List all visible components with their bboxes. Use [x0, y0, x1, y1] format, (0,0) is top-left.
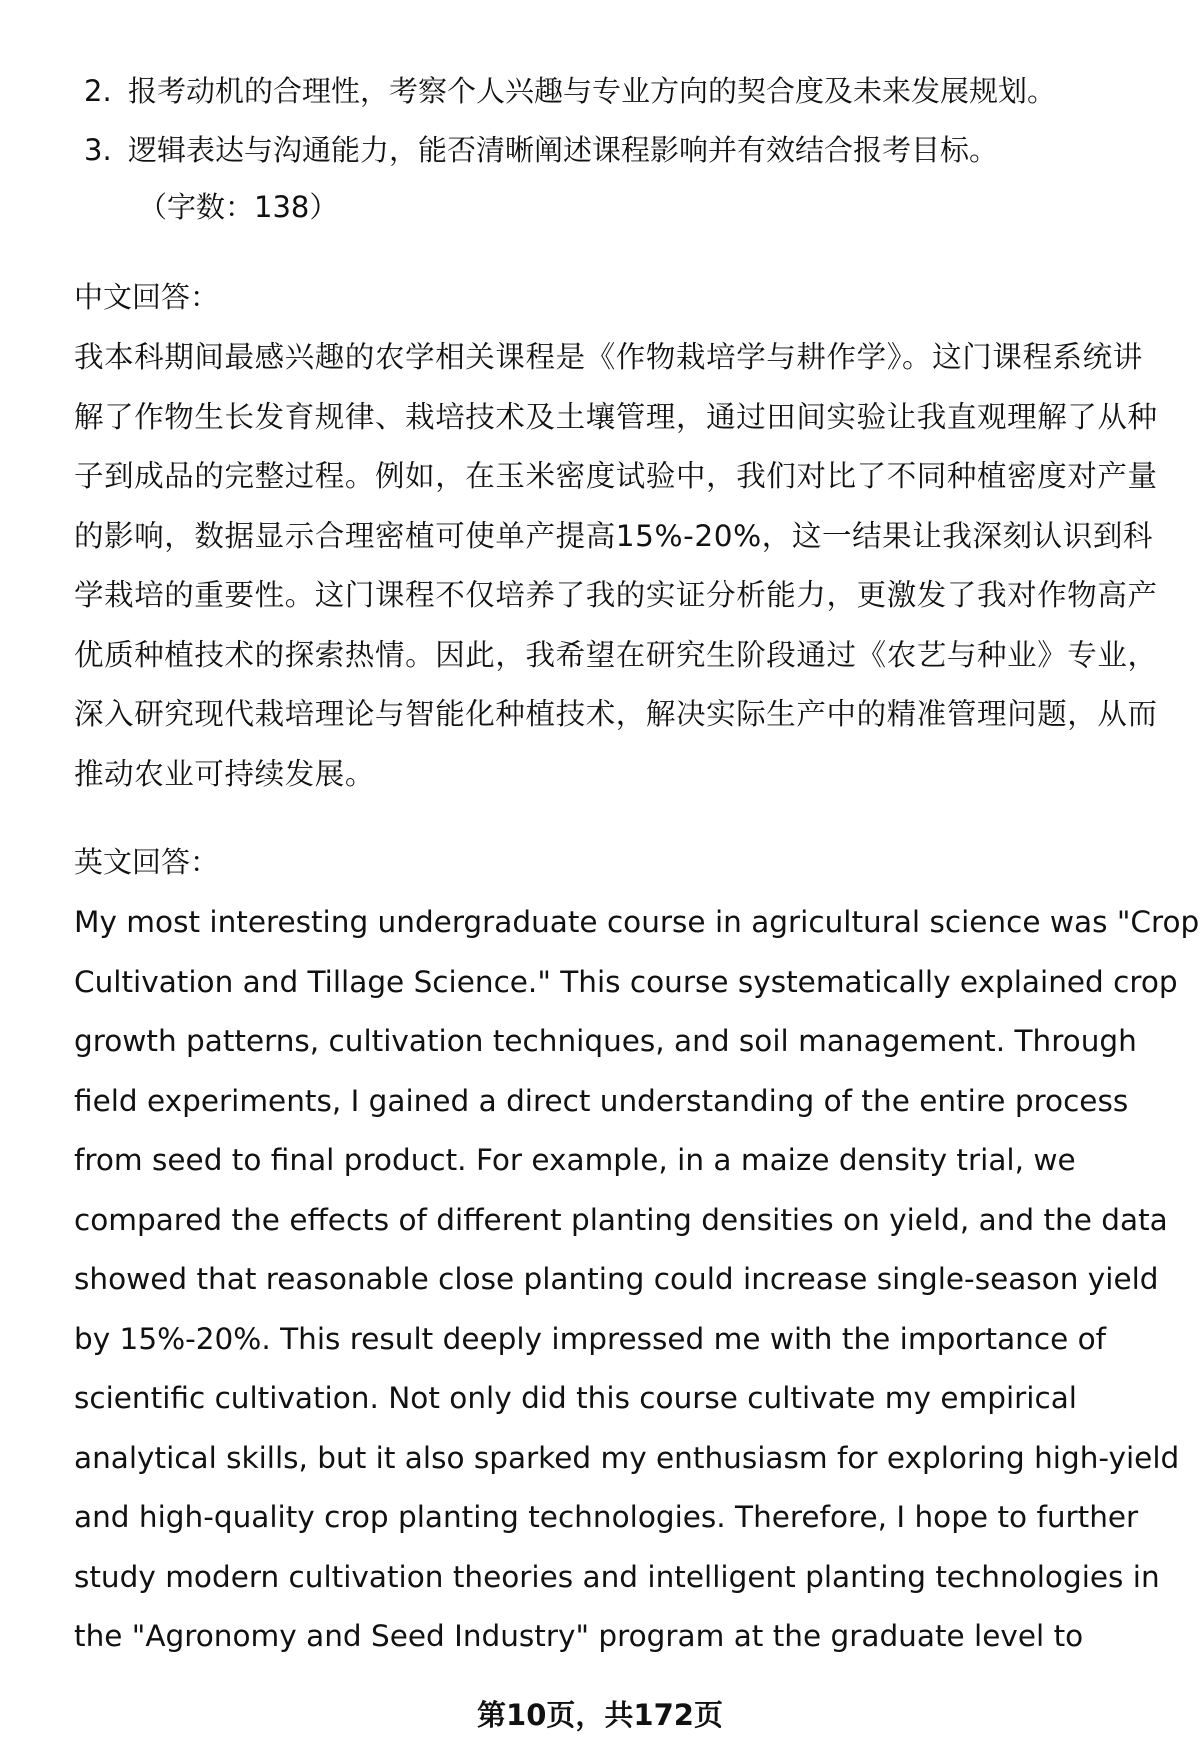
criteria-list: [84, 62, 1164, 180]
page-number-footer: 第10页，共172页: [477, 1698, 723, 1732]
paragraph-line: 我本科期间最感兴趣的农学相关课程是《作物栽培学与耕作学》。这门课程系统讲: [74, 340, 1143, 374]
paragraph-line: from seed to final product. For example, in a maize density trial, we: [74, 1143, 1076, 1177]
chinese-answer-heading: 中文回答：: [74, 280, 220, 314]
word-count: （字数：138）: [138, 190, 339, 224]
paragraph-line: My most interesting undergraduate course in agricultural science was "Crop: [74, 905, 1200, 939]
list-item-text: 报考动机的合理性，考察个人兴趣与专业方向的契合度及未来发展规划。: [128, 74, 1057, 108]
paragraph-line: 解了作物生长发育规律、栽培技术及土壤管理，通过田间实验让我直观理解了从种: [74, 399, 1158, 434]
list-item-text: 逻辑表达与沟通能力，能否清晰阐述课程影响并有效结合报考目标。: [128, 133, 999, 167]
paragraph-line: the "Agronomy and Seed Industry" program at the graduate level to: [74, 1619, 1084, 1653]
paragraph-line: study modern cultivation theories and intelligent planting technologies in: [74, 1559, 1160, 1594]
paragraph-line: compared the effects of different planting densities on yield, and the data: [74, 1202, 1168, 1237]
paragraph-line: analytical skills, but it also sparked my enthusiasm for exploring high-yield: [74, 1440, 1180, 1475]
paragraph-line: 优质种植技术的探索热情。因此，我希望在研究生阶段通过《农艺与种业》专业，: [74, 637, 1158, 672]
english-answer-body: [74, 893, 1200, 1667]
paragraph-line: 子到成品的完整过程。例如，在玉米密度试验中，我们对比了不同种植密度对产量: [74, 459, 1158, 493]
list-item: [84, 121, 1164, 180]
paragraph-line: scientific cultivation. Not only did this course cultivate my empirical: [74, 1381, 1077, 1415]
english-answer-heading: 英文回答：: [74, 845, 220, 879]
paragraph-line: 的影响，数据显示合理密植可使单产提高15%-20%，这一结果让我深刻认识到科: [74, 518, 1154, 553]
list-item: [84, 62, 1164, 121]
paragraph-line: growth patterns, cultivation techniques, and soil management. Through: [74, 1024, 1137, 1058]
chinese-answer-body: [74, 328, 1160, 804]
paragraph-line: 深入研究现代栽培理论与智能化种植技术，解决实际生产中的精准管理问题，从而: [74, 697, 1158, 731]
paragraph-line: and high-quality crop planting technologies. Therefore, I hope to further: [74, 1500, 1139, 1534]
paragraph-line: 推动农业可持续发展。: [74, 756, 376, 791]
paragraph-line: by 15%-20%. This result deeply impressed me with the importance of: [74, 1321, 1107, 1356]
paragraph-line: showed that reasonable close planting could increase single-season yield: [74, 1262, 1159, 1296]
paragraph-line: 学栽培的重要性。这门课程不仅培养了我的实证分析能力，更激发了我对作物高产: [74, 578, 1158, 612]
paragraph-line: field experiments, I gained a direct understanding of the entire process: [74, 1083, 1129, 1118]
paragraph-line: Cultivation and Tillage Science." This course systematically explained crop: [74, 964, 1178, 999]
list-item-number: 3.: [84, 133, 112, 167]
list-item-number: 2.: [84, 74, 112, 108]
